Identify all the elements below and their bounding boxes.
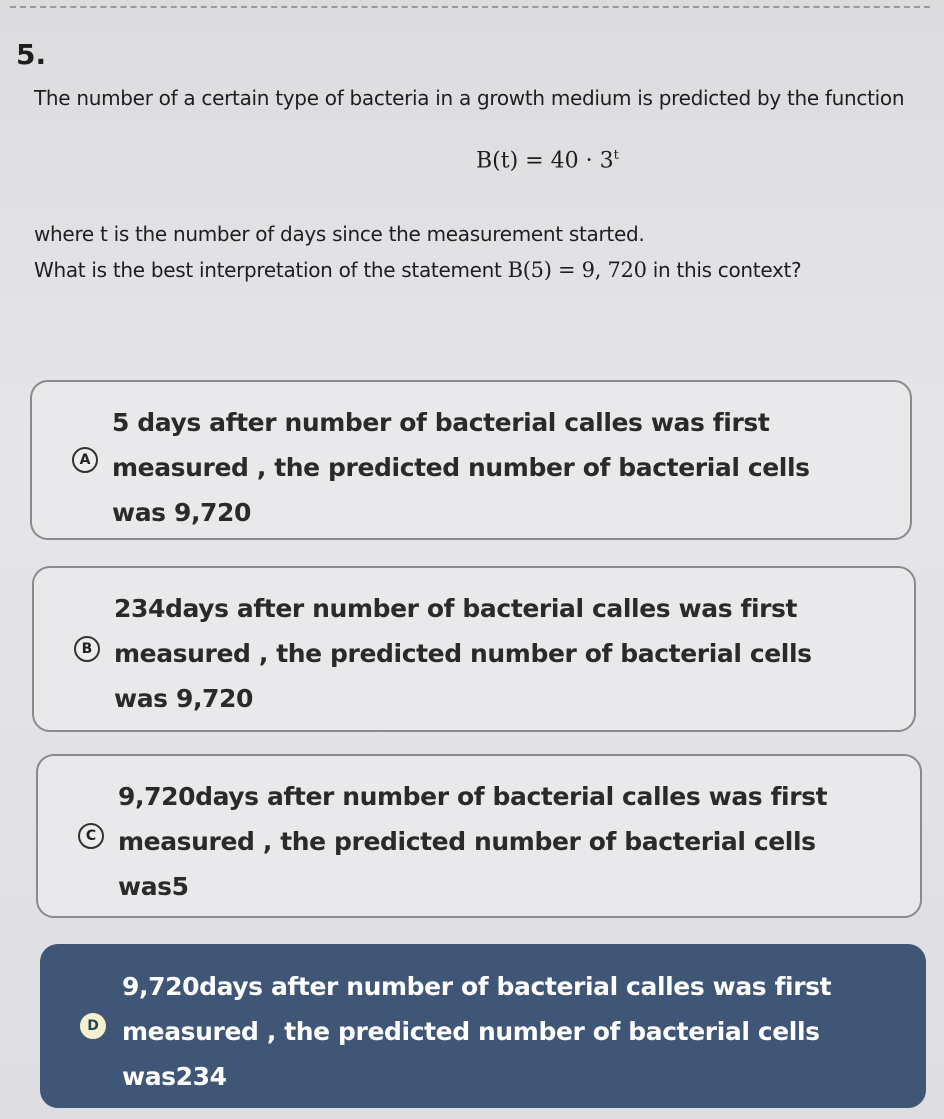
prompt-after: in this context? (646, 258, 802, 282)
choice-d-letter-badge: D (80, 1013, 106, 1039)
question-prompt (34, 258, 801, 282)
choice-b[interactable] (32, 566, 916, 732)
choice-c-letter-badge: C (78, 823, 104, 849)
choice-c[interactable] (36, 754, 922, 918)
choice-b-text: 234days after number of bacterial calles was first measured , the predicted number of bacterial cells was 9,720 (114, 594, 812, 713)
choice-c-text: 9,720days after number of bacterial calles was first measured , the predicted number of bacterial cells was5 (118, 782, 828, 901)
choice-a-text: 5 days after number of bacterial calles was first measured , the predicted number of bacterial cells was 9,720 (112, 408, 810, 527)
function-formula (476, 148, 619, 173)
question-number: 5. (16, 38, 47, 71)
formula-base: B(t) = 40 · 3 (476, 148, 614, 174)
prompt-math: B(5) = 9, 720 (507, 258, 647, 282)
choice-d-text: 9,720days after number of bacterial calles was first measured , the predicted number of bacterial cells was234 (122, 972, 832, 1091)
choice-d[interactable] (40, 944, 926, 1108)
variable-definition: where t is the number of days since the measurement started. (34, 222, 645, 246)
choice-a[interactable] (30, 380, 912, 540)
choice-b-letter-badge: B (74, 636, 100, 662)
question-stem: The number of a certain type of bacteria in a growth medium is predicted by the function (34, 86, 905, 110)
formula-exponent: t (613, 148, 619, 163)
choice-a-letter-badge: A (72, 447, 98, 473)
prompt-before: What is the best interpretation of the statement (34, 258, 508, 282)
top-divider (10, 6, 930, 8)
